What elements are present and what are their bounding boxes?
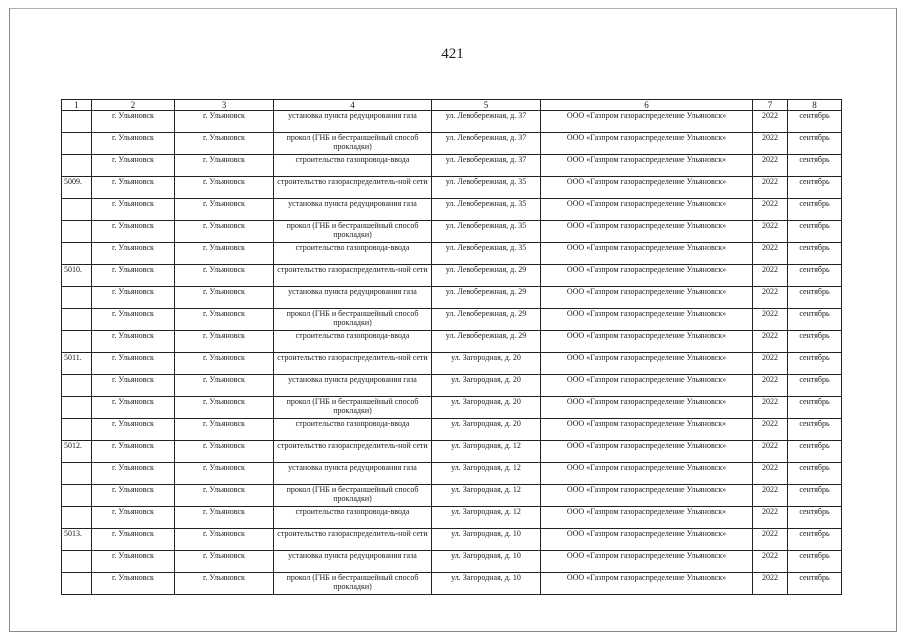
address-cell: ул. Левобережная, д. 29 [432, 331, 541, 353]
month-cell: сентябрь [788, 375, 842, 397]
municipality-cell: г. Ульяновск [92, 265, 175, 287]
settlement-cell: г. Ульяновск [175, 463, 274, 485]
month-cell: сентябрь [788, 507, 842, 529]
month-cell: сентябрь [788, 199, 842, 221]
settlement-cell: г. Ульяновск [175, 265, 274, 287]
work-type-cell: строительство газопровода-ввода [274, 419, 432, 441]
table-row [62, 155, 842, 177]
row-number [62, 419, 92, 441]
table-row [62, 111, 842, 133]
municipality-cell: г. Ульяновск [92, 221, 175, 243]
address-cell: ул. Загородная, д. 20 [432, 353, 541, 375]
municipality-cell: г. Ульяновск [92, 331, 175, 353]
address-cell: ул. Левобережная, д. 29 [432, 309, 541, 331]
contractor-cell: ООО «Газпром газораспределение Ульяновск» [541, 331, 753, 353]
row-number: 5010. [62, 265, 92, 287]
table-row [62, 287, 842, 309]
table-row [62, 485, 842, 507]
address-cell: ул. Левобережная, д. 37 [432, 111, 541, 133]
contractor-cell: ООО «Газпром газораспределение Ульяновск» [541, 133, 753, 155]
row-number [62, 111, 92, 133]
row-number: 5012. [62, 441, 92, 463]
month-cell: сентябрь [788, 243, 842, 265]
municipality-cell: г. Ульяновск [92, 485, 175, 507]
year-cell: 2022 [753, 507, 788, 529]
settlement-cell: г. Ульяновск [175, 155, 274, 177]
contractor-cell: ООО «Газпром газораспределение Ульяновск» [541, 309, 753, 331]
contractor-cell: ООО «Газпром газораспределение Ульяновск» [541, 485, 753, 507]
contractor-cell: ООО «Газпром газораспределение Ульяновск» [541, 155, 753, 177]
year-cell: 2022 [753, 155, 788, 177]
row-number [62, 309, 92, 331]
municipality-cell: г. Ульяновск [92, 463, 175, 485]
address-cell: ул. Левобережная, д. 35 [432, 177, 541, 199]
table-row [62, 551, 842, 573]
contractor-cell: ООО «Газпром газораспределение Ульяновск» [541, 353, 753, 375]
row-number [62, 507, 92, 529]
municipality-cell: г. Ульяновск [92, 551, 175, 573]
table-row [62, 573, 842, 595]
month-cell: сентябрь [788, 529, 842, 551]
work-type-cell: строительство газопровода-ввода [274, 155, 432, 177]
contractor-cell: ООО «Газпром газораспределение Ульяновск» [541, 397, 753, 419]
settlement-cell: г. Ульяновск [175, 507, 274, 529]
table-row [62, 133, 842, 155]
municipality-cell: г. Ульяновск [92, 353, 175, 375]
work-type-cell: прокол (ГНБ и бестраншейный способ прокладки) [274, 573, 432, 595]
month-cell: сентябрь [788, 309, 842, 331]
row-number [62, 155, 92, 177]
year-cell: 2022 [753, 309, 788, 331]
address-cell: ул. Загородная, д. 10 [432, 551, 541, 573]
month-cell: сентябрь [788, 551, 842, 573]
row-number: 5011. [62, 353, 92, 375]
municipality-cell: г. Ульяновск [92, 199, 175, 221]
row-number [62, 375, 92, 397]
address-cell: ул. Загородная, д. 20 [432, 419, 541, 441]
month-cell: сентябрь [788, 287, 842, 309]
page-frame-bottom [9, 631, 897, 632]
table-row [62, 265, 842, 287]
table-row [62, 419, 842, 441]
table-body [62, 111, 842, 595]
contractor-cell: ООО «Газпром газораспределение Ульяновск» [541, 463, 753, 485]
address-cell: ул. Левобережная, д. 37 [432, 155, 541, 177]
year-cell: 2022 [753, 353, 788, 375]
work-type-cell: установка пункта редуцирования газа [274, 375, 432, 397]
row-number [62, 485, 92, 507]
month-cell: сентябрь [788, 265, 842, 287]
year-cell: 2022 [753, 133, 788, 155]
table-row [62, 309, 842, 331]
work-type-cell: прокол (ГНБ и бестраншейный способ прокладки) [274, 309, 432, 331]
contractor-cell: ООО «Газпром газораспределение Ульяновск» [541, 111, 753, 133]
table-row [62, 441, 842, 463]
month-cell: сентябрь [788, 419, 842, 441]
work-type-cell: строительство газопровода-ввода [274, 507, 432, 529]
page-frame-left [9, 8, 10, 632]
contractor-cell: ООО «Газпром газораспределение Ульяновск» [541, 265, 753, 287]
contractor-cell: ООО «Газпром газораспределение Ульяновск» [541, 529, 753, 551]
settlement-cell: г. Ульяновск [175, 199, 274, 221]
row-number [62, 287, 92, 309]
month-cell: сентябрь [788, 111, 842, 133]
address-cell: ул. Левобережная, д. 29 [432, 287, 541, 309]
row-number [62, 331, 92, 353]
work-type-cell: установка пункта редуцирования газа [274, 199, 432, 221]
address-cell: ул. Левобережная, д. 29 [432, 265, 541, 287]
table-row [62, 199, 842, 221]
row-number: 5013. [62, 529, 92, 551]
year-cell: 2022 [753, 287, 788, 309]
municipality-cell: г. Ульяновск [92, 375, 175, 397]
settlement-cell: г. Ульяновск [175, 441, 274, 463]
year-cell: 2022 [753, 111, 788, 133]
column-header-6: 6 [541, 100, 753, 111]
register-table [61, 99, 842, 595]
row-number [62, 199, 92, 221]
municipality-cell: г. Ульяновск [92, 155, 175, 177]
work-type-cell: установка пункта редуцирования газа [274, 111, 432, 133]
address-cell: ул. Загородная, д. 12 [432, 441, 541, 463]
contractor-cell: ООО «Газпром газораспределение Ульяновск» [541, 573, 753, 595]
address-cell: ул. Левобережная, д. 35 [432, 199, 541, 221]
month-cell: сентябрь [788, 485, 842, 507]
year-cell: 2022 [753, 529, 788, 551]
row-number [62, 133, 92, 155]
settlement-cell: г. Ульяновск [175, 287, 274, 309]
row-number [62, 551, 92, 573]
year-cell: 2022 [753, 177, 788, 199]
table-row [62, 507, 842, 529]
column-header-7: 7 [753, 100, 788, 111]
column-header-4: 4 [274, 100, 432, 111]
table-row [62, 331, 842, 353]
column-header-5: 5 [432, 100, 541, 111]
year-cell: 2022 [753, 375, 788, 397]
municipality-cell: г. Ульяновск [92, 111, 175, 133]
year-cell: 2022 [753, 265, 788, 287]
table-row [62, 397, 842, 419]
settlement-cell: г. Ульяновск [175, 397, 274, 419]
month-cell: сентябрь [788, 441, 842, 463]
work-type-cell: прокол (ГНБ и бестраншейный способ прокладки) [274, 397, 432, 419]
municipality-cell: г. Ульяновск [92, 397, 175, 419]
work-type-cell: строительство газораспределитель-ной сети [274, 353, 432, 375]
settlement-cell: г. Ульяновск [175, 111, 274, 133]
table-row [62, 463, 842, 485]
work-type-cell: строительство газопровода-ввода [274, 243, 432, 265]
settlement-cell: г. Ульяновск [175, 375, 274, 397]
page-frame-right [896, 8, 897, 632]
year-cell: 2022 [753, 199, 788, 221]
address-cell: ул. Левобережная, д. 35 [432, 243, 541, 265]
work-type-cell: прокол (ГНБ и бестраншейный способ прокладки) [274, 133, 432, 155]
address-cell: ул. Загородная, д. 20 [432, 397, 541, 419]
settlement-cell: г. Ульяновск [175, 419, 274, 441]
work-type-cell: строительство газораспределитель-ной сети [274, 529, 432, 551]
table-row [62, 353, 842, 375]
row-number [62, 221, 92, 243]
settlement-cell: г. Ульяновск [175, 573, 274, 595]
column-header-1: 1 [62, 100, 92, 111]
municipality-cell: г. Ульяновск [92, 287, 175, 309]
page-number: 421 [441, 46, 464, 62]
municipality-cell: г. Ульяновск [92, 133, 175, 155]
month-cell: сентябрь [788, 397, 842, 419]
municipality-cell: г. Ульяновск [92, 419, 175, 441]
table-row [62, 375, 842, 397]
address-cell: ул. Левобережная, д. 37 [432, 133, 541, 155]
page-frame-top [9, 8, 897, 9]
month-cell: сентябрь [788, 353, 842, 375]
contractor-cell: ООО «Газпром газораспределение Ульяновск» [541, 199, 753, 221]
municipality-cell: г. Ульяновск [92, 529, 175, 551]
work-type-cell: установка пункта редуцирования газа [274, 287, 432, 309]
month-cell: сентябрь [788, 177, 842, 199]
work-type-cell: установка пункта редуцирования газа [274, 463, 432, 485]
year-cell: 2022 [753, 463, 788, 485]
table-row [62, 177, 842, 199]
work-type-cell: строительство газораспределитель-ной сети [274, 265, 432, 287]
table-row [62, 529, 842, 551]
settlement-cell: г. Ульяновск [175, 309, 274, 331]
municipality-cell: г. Ульяновск [92, 243, 175, 265]
settlement-cell: г. Ульяновск [175, 331, 274, 353]
year-cell: 2022 [753, 441, 788, 463]
settlement-cell: г. Ульяновск [175, 133, 274, 155]
year-cell: 2022 [753, 243, 788, 265]
month-cell: сентябрь [788, 221, 842, 243]
municipality-cell: г. Ульяновск [92, 441, 175, 463]
column-header-8: 8 [788, 100, 842, 111]
year-cell: 2022 [753, 551, 788, 573]
month-cell: сентябрь [788, 331, 842, 353]
municipality-cell: г. Ульяновск [92, 309, 175, 331]
contractor-cell: ООО «Газпром газораспределение Ульяновск» [541, 507, 753, 529]
address-cell: ул. Загородная, д. 10 [432, 529, 541, 551]
address-cell: ул. Загородная, д. 12 [432, 463, 541, 485]
municipality-cell: г. Ульяновск [92, 507, 175, 529]
contractor-cell: ООО «Газпром газораспределение Ульяновск» [541, 441, 753, 463]
work-type-cell: строительство газораспределитель-ной сети [274, 177, 432, 199]
settlement-cell: г. Ульяновск [175, 243, 274, 265]
address-cell: ул. Загородная, д. 12 [432, 507, 541, 529]
year-cell: 2022 [753, 221, 788, 243]
work-type-cell: прокол (ГНБ и бестраншейный способ прокладки) [274, 221, 432, 243]
contractor-cell: ООО «Газпром газораспределение Ульяновск» [541, 551, 753, 573]
column-header-2: 2 [92, 100, 175, 111]
year-cell: 2022 [753, 331, 788, 353]
work-type-cell: строительство газопровода-ввода [274, 331, 432, 353]
settlement-cell: г. Ульяновск [175, 353, 274, 375]
month-cell: сентябрь [788, 463, 842, 485]
address-cell: ул. Загородная, д. 20 [432, 375, 541, 397]
month-cell: сентябрь [788, 133, 842, 155]
contractor-cell: ООО «Газпром газораспределение Ульяновск» [541, 221, 753, 243]
month-cell: сентябрь [788, 155, 842, 177]
work-type-cell: строительство газораспределитель-ной сети [274, 441, 432, 463]
contractor-cell: ООО «Газпром газораспределение Ульяновск» [541, 177, 753, 199]
row-number [62, 397, 92, 419]
settlement-cell: г. Ульяновск [175, 177, 274, 199]
settlement-cell: г. Ульяновск [175, 485, 274, 507]
contractor-cell: ООО «Газпром газораспределение Ульяновск» [541, 287, 753, 309]
settlement-cell: г. Ульяновск [175, 551, 274, 573]
address-cell: ул. Загородная, д. 10 [432, 573, 541, 595]
work-type-cell: прокол (ГНБ и бестраншейный способ прокладки) [274, 485, 432, 507]
settlement-cell: г. Ульяновск [175, 529, 274, 551]
month-cell: сентябрь [788, 573, 842, 595]
year-cell: 2022 [753, 397, 788, 419]
year-cell: 2022 [753, 485, 788, 507]
address-cell: ул. Загородная, д. 12 [432, 485, 541, 507]
table-header-row [62, 100, 842, 111]
row-number [62, 243, 92, 265]
row-number: 5009. [62, 177, 92, 199]
municipality-cell: г. Ульяновск [92, 177, 175, 199]
table-row [62, 243, 842, 265]
contractor-cell: ООО «Газпром газораспределение Ульяновск» [541, 375, 753, 397]
row-number [62, 573, 92, 595]
municipality-cell: г. Ульяновск [92, 573, 175, 595]
contractor-cell: ООО «Газпром газораспределение Ульяновск» [541, 419, 753, 441]
year-cell: 2022 [753, 573, 788, 595]
work-type-cell: установка пункта редуцирования газа [274, 551, 432, 573]
address-cell: ул. Левобережная, д. 35 [432, 221, 541, 243]
contractor-cell: ООО «Газпром газораспределение Ульяновск» [541, 243, 753, 265]
settlement-cell: г. Ульяновск [175, 221, 274, 243]
year-cell: 2022 [753, 419, 788, 441]
table-row [62, 221, 842, 243]
column-header-3: 3 [175, 100, 274, 111]
row-number [62, 463, 92, 485]
